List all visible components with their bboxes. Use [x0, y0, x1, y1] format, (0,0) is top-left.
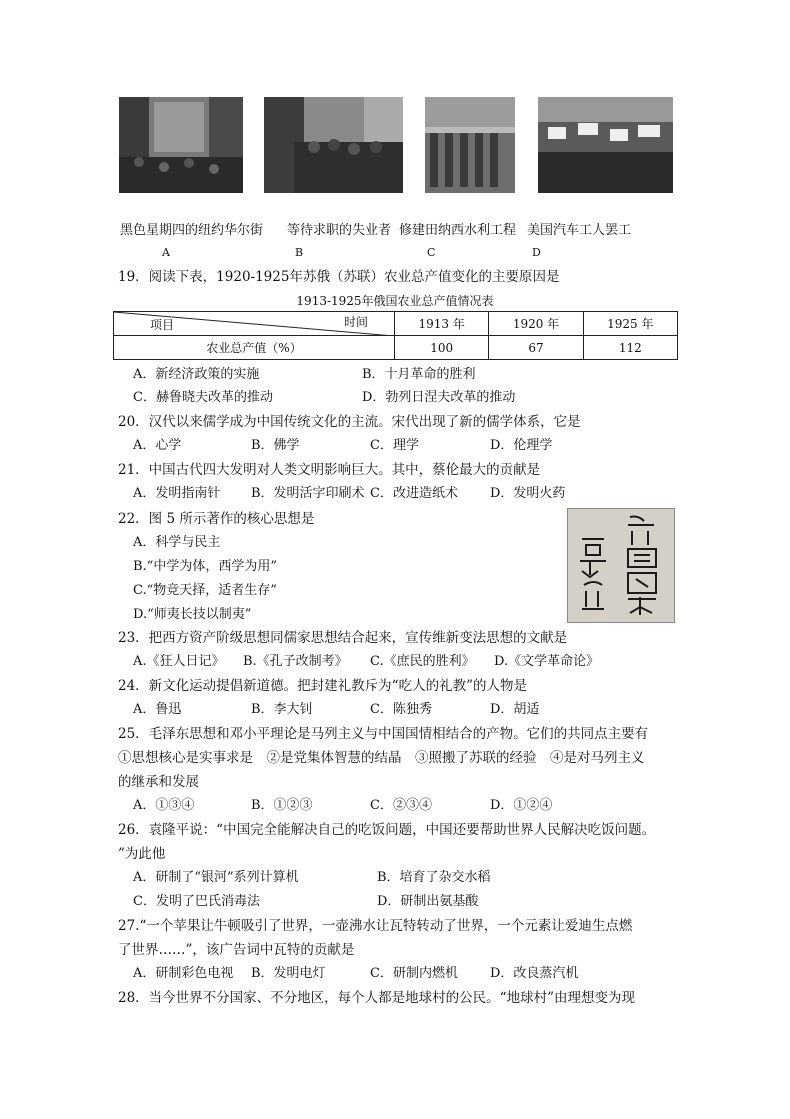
q25-option-b[interactable]: B．①②③ — [251, 798, 313, 813]
q25-stem-3: 的继承和发展 — [118, 774, 199, 790]
q26-option-c[interactable]: C．发明了巴氏消毒法 — [133, 894, 260, 909]
value-cell: 100 — [395, 336, 489, 360]
q26-option-a[interactable]: A．研制了“银河”系列计算机 — [133, 870, 299, 885]
letter-d: D — [532, 246, 541, 259]
q26-option-b[interactable]: B．培育了杂交水稻 — [377, 870, 491, 885]
q25-option-a[interactable]: A．①③④ — [133, 798, 195, 813]
q22-stem: 22．图 5 所示著作的核心思想是 — [118, 511, 315, 527]
header-time: 时间 — [343, 315, 368, 329]
q21-option-a[interactable]: A．发明指南针 — [133, 486, 221, 501]
year-cell: 1920 年 — [489, 312, 583, 336]
q24-option-b[interactable]: B．李大钊 — [251, 702, 313, 717]
q19-option-c[interactable]: C．赫鲁晓夫改革的推动 — [133, 390, 273, 405]
q23-option-d[interactable]: D.《文学革命论》 — [494, 654, 600, 669]
q22-option-d[interactable]: D.“师夷长技以制夷” — [133, 607, 252, 622]
q26-stem-2: ”为此他 — [118, 846, 166, 862]
photo-unemployed — [264, 97, 403, 193]
q23-option-a[interactable]: A.《狂人日记》 — [133, 654, 225, 669]
q20-option-b[interactable]: B．佛学 — [251, 438, 300, 453]
q19-table-title: 1913-1925年俄国农业总产值情况表 — [296, 294, 494, 308]
photo-wall-street — [119, 97, 243, 193]
q25-option-c[interactable]: C．②③④ — [370, 798, 432, 813]
year-cell: 1913 年 — [395, 312, 489, 336]
q26-stem-1: 26．袁隆平说：“中国完全能解决自己的吃饭问题，中国还要帮助世界人民解决吃饭问题。 — [118, 822, 656, 838]
q20-stem: 20．汉代以来儒学成为中国传统文化的主流。宋代出现了新的儒学体系，它是 — [118, 414, 581, 430]
caption-c: 修建田纳西水利工程 — [399, 223, 517, 238]
year-cell: 1925 年 — [583, 312, 677, 336]
photo-tva-dam — [425, 97, 515, 193]
seal-script-image — [568, 509, 674, 622]
q27-option-a[interactable]: A．研制彩色电视 — [133, 966, 234, 981]
q19-option-d[interactable]: D．勃列日涅夫改革的推动 — [362, 390, 516, 405]
q20-option-d[interactable]: D．伦理学 — [490, 438, 553, 453]
q23-stem: 23．把西方资产阶级思想同儒家思想结合起来，宣传维新变法思想的文献是 — [118, 630, 568, 646]
letter-b: B — [295, 246, 304, 259]
q25-stem-2: ①思想核心是实事求是 ②是党集体智慧的结晶 ③照搬了苏联的经验 ④是对马列主义 — [118, 750, 645, 766]
q19-table — [113, 311, 678, 360]
q27-stem-2: 了世界……”，该广告词中瓦特的贡献是 — [118, 942, 355, 958]
q22-option-c[interactable]: C.“物竞天择，适者生存” — [133, 583, 277, 598]
q21-option-b[interactable]: B．发明活字印刷术 — [251, 486, 365, 501]
letter-c: C — [427, 246, 436, 259]
q19-stem: 19．阅读下表，1920-1925年苏俄（苏联）农业总产值变化的主要原因是 — [118, 269, 560, 285]
q23-option-c[interactable]: C.《庶民的胜利》 — [370, 654, 475, 669]
header-item: 项目 — [150, 318, 175, 332]
caption-a: 黑色星期四的纽约华尔街 — [120, 223, 264, 238]
q24-option-c[interactable]: C．陈独秀 — [370, 702, 432, 717]
q25-option-d[interactable]: D．①②④ — [490, 798, 553, 813]
q28-stem-1: 28．当今世界不分国家、不分地区，每个人都是地球村的公民。“地球村”由理想变为现 — [118, 990, 635, 1006]
q27-stem-1: 27.“一个苹果让牛顿吸引了世界，一壶沸水让瓦特转动了世界，一个元素让爱迪生点燃 — [118, 918, 633, 934]
row-label: 农业总产值（%） — [114, 336, 395, 360]
q22-option-a[interactable]: A．科学与民主 — [133, 535, 221, 550]
table-header-diagonal — [114, 312, 395, 336]
caption-d: 美国汽车工人罢工 — [527, 223, 632, 238]
photo-auto-strike — [538, 97, 673, 193]
q24-option-d[interactable]: D．胡适 — [490, 702, 540, 717]
q23-option-b[interactable]: B.《孔子改制考》 — [243, 654, 348, 669]
q19-option-b[interactable]: B．十月革命的胜利 — [362, 367, 476, 382]
caption-b: 等待求职的失业者 — [287, 223, 392, 238]
q27-option-c[interactable]: C．研制内燃机 — [370, 966, 458, 981]
q20-option-c[interactable]: C．理学 — [370, 438, 419, 453]
value-cell: 112 — [583, 336, 677, 360]
figure-5-book-cover — [567, 508, 675, 623]
q21-option-d[interactable]: D．发明火药 — [490, 486, 566, 501]
q21-stem: 21．中国古代四大发明对人类文明影响巨大。其中，蔡伦最大的贡献是 — [118, 462, 541, 478]
q20-option-a[interactable]: A．心学 — [133, 438, 182, 453]
value-cell: 67 — [489, 336, 583, 360]
q24-option-a[interactable]: A．鲁迅 — [133, 702, 182, 717]
q22-option-b[interactable]: B.“中学为体，西学为用” — [133, 559, 277, 574]
q26-option-d[interactable]: D．研制出氨基酸 — [377, 894, 479, 909]
q27-option-b[interactable]: B．发明电灯 — [251, 966, 326, 981]
letter-a: A — [162, 246, 170, 259]
q27-option-d[interactable]: D．改良蒸汽机 — [490, 966, 579, 981]
q24-stem: 24．新文化运动提倡新道德。把封建礼教斥为“吃人的礼教”的人物是 — [118, 678, 527, 694]
q19-option-a[interactable]: A．新经济政策的实施 — [133, 367, 260, 382]
q21-option-c[interactable]: C．改进造纸术 — [370, 486, 458, 501]
q25-stem-1: 25．毛泽东思想和邓小平理论是马列主义与中国国情相结合的产物。它们的共同点主要有 — [118, 726, 649, 742]
